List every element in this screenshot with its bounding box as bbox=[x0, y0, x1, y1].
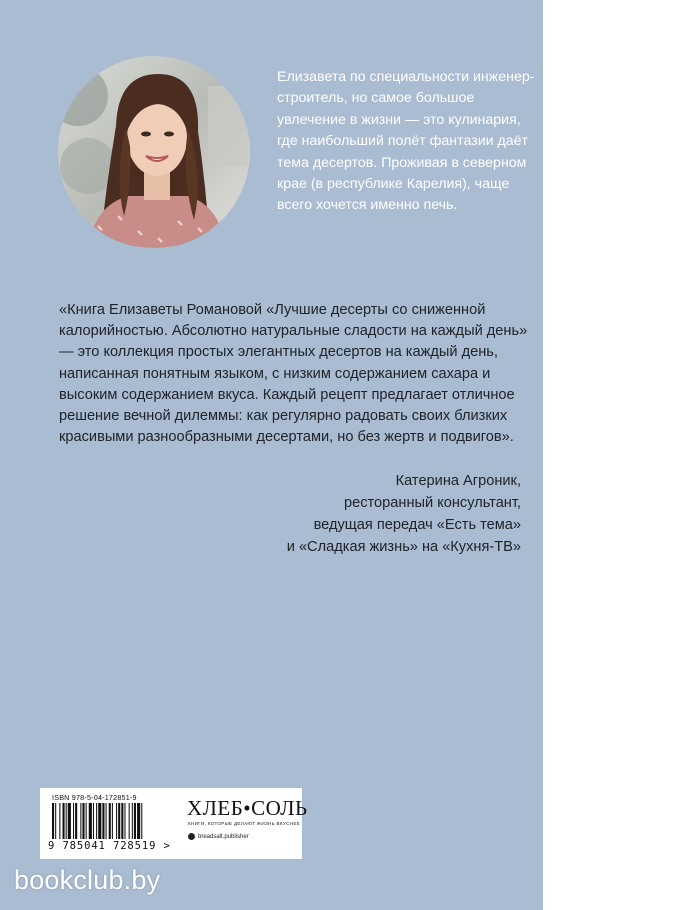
barcode-bar bbox=[75, 803, 77, 839]
barcode-bar bbox=[80, 803, 81, 839]
barcode-bar bbox=[93, 803, 94, 839]
barcode-bar bbox=[55, 803, 56, 839]
barcode-bar bbox=[116, 803, 117, 839]
barcode-bar bbox=[68, 803, 71, 839]
barcode-panel bbox=[40, 788, 308, 859]
author-photo bbox=[58, 56, 250, 248]
book-quote: «Книга Елизаветы Романовой «Лучшие десерты со сниженной калорийностью. Абсолютно натуральные сладости на каждый день» — это коллекция простых элегантных десертов на каждый день, написанная понятным языком, с низким содержанием сахара и высоким содержанием вкуса. Каждый рецепт предлагает отличное решение вечной дилеммы: как регулярно радовать своих близких красивыми разнообразными десертами, но без жертв и подвигов». bbox=[59, 302, 528, 446]
barcode-bar bbox=[89, 803, 92, 839]
barcode-bar bbox=[121, 803, 123, 839]
attribution-role: ведущая передач «Есть тема» bbox=[313, 517, 521, 533]
barcode-bar bbox=[141, 803, 142, 839]
publisher-logo: ХЛЕБ•СОЛЬ bbox=[187, 796, 308, 820]
barcode-bar bbox=[132, 803, 133, 839]
barcode-bar bbox=[137, 803, 140, 839]
author-bio: Елизавета по специальности инженер-строитель, но самое большое увлечение в жизни — это кулинария, где наибольший полёт фантазии даёт тема десертов. Проживая в северном крае (в республике Карелия), чаще всего хочется именно печь. bbox=[277, 69, 535, 214]
barcode-bar bbox=[96, 803, 97, 839]
barcode-bar bbox=[112, 803, 113, 839]
watermark: bookclub.by bbox=[14, 865, 161, 895]
attribution-name: Катерина Агроник, bbox=[395, 473, 521, 489]
barcode-bar bbox=[106, 803, 107, 839]
barcode-bar bbox=[109, 803, 111, 839]
barcode-bar bbox=[98, 803, 101, 839]
barcode-bar bbox=[86, 803, 87, 839]
attribution-role: ресторанный консультант, bbox=[343, 495, 521, 511]
barcode-number: 9 785041 728519 > bbox=[48, 840, 171, 852]
attribution-role: и «Сладкая жизнь» на «Кухня-ТВ» bbox=[286, 539, 521, 555]
publisher-handle bbox=[188, 833, 249, 840]
barcode-bar bbox=[118, 803, 120, 839]
quote-attribution bbox=[191, 470, 521, 558]
isbn-label: ISBN 978-5-04-172851-9 bbox=[52, 793, 137, 802]
barcode-bar bbox=[59, 803, 60, 839]
barcode-bar bbox=[73, 803, 74, 839]
barcode-bar bbox=[102, 803, 104, 839]
publisher-handle-text: breadsalt.publisher bbox=[198, 833, 249, 840]
barcode-bar bbox=[63, 803, 65, 839]
instagram-icon bbox=[188, 833, 195, 840]
barcode-bar bbox=[124, 803, 125, 839]
barcode-image bbox=[50, 803, 178, 839]
barcode-bar bbox=[52, 803, 54, 839]
publisher-tagline: КНИГИ, КОТОРЫЕ ДЕЛАЮТ ЖИЗНЬ ВКУСНЕЕ bbox=[188, 821, 301, 826]
barcode-bar bbox=[129, 803, 130, 839]
barcode-bar bbox=[134, 803, 136, 839]
barcode-bar bbox=[82, 803, 84, 839]
barcode-bar bbox=[66, 803, 67, 839]
